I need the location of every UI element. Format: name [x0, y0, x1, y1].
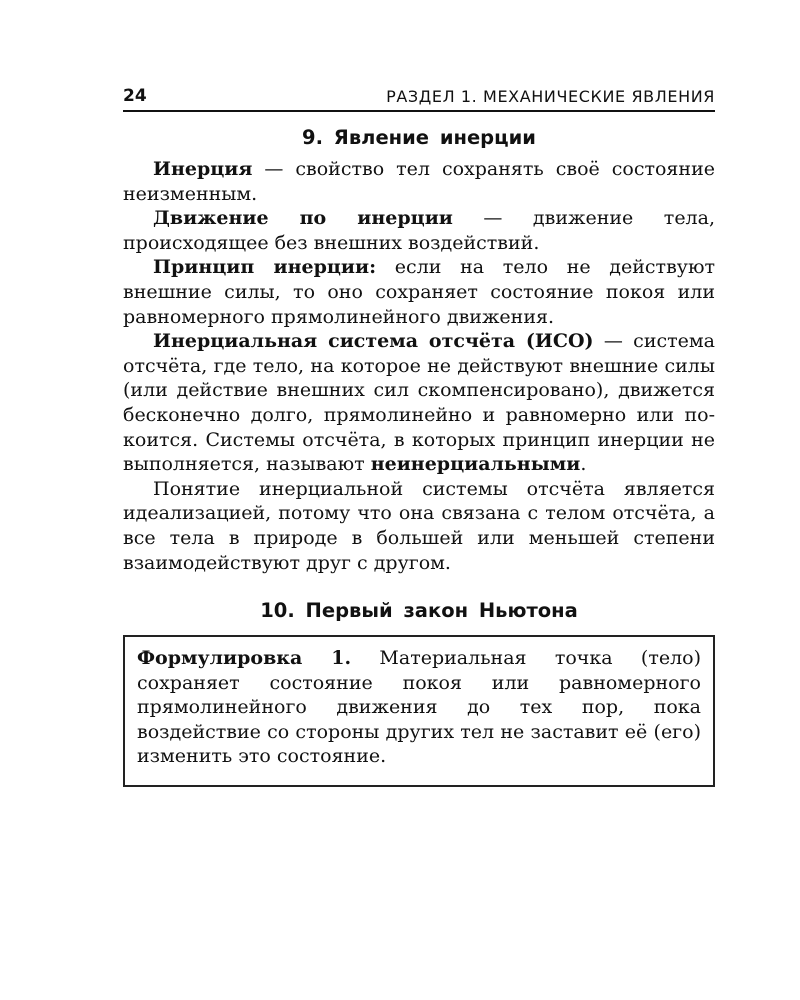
page-number: 24 — [123, 86, 147, 106]
definition-inertia: Инерция — свойство тел сохранять своё состояние неизменным. — [123, 158, 715, 205]
running-head: РАЗДЕЛ 1. МЕХАНИЧЕСКИЕ ЯВЛЕНИЯ — [386, 87, 715, 106]
page-header — [123, 84, 715, 112]
term-noninertial: неинерциальными — [370, 453, 581, 476]
term-inertia-principle: Принцип инерции: — [153, 256, 377, 279]
book-page — [123, 84, 715, 787]
definition-inertial-frame: Инерциальная система отсчёта (ИСО) — система отсчёта, где тело, на которое не действуют внешние силы (или действие внешних сил скомпенсировано), движется бесконечно долго, прямолинейно и равномерно или покоится. Системы отсчёта, в которых принцип инерции не выполняется, называют неинерциальными. — [123, 330, 715, 476]
formulation-1: Формулировка 1. Материальная точка (тело) сохраняет состояние покоя или равномерного прямолинейного движения до тех пор, пока воздействие со стороны других тел не заставит её (его) изменить это состояние. — [137, 647, 702, 768]
term-inertial-motion: Движение по инерции — [153, 207, 453, 230]
term-inertia: Инерция — [153, 158, 253, 180]
section-9-body — [123, 157, 715, 575]
term-inertial-frame: Инерциальная система отсчёта (ИСО) — [153, 330, 594, 353]
paragraph-idealization: Понятие инерциальной системы отсчёта является идеализацией, потому что она связана с телом отсчёта, а все тела в природе в большей или меньшей степени взаимодействуют друг с другом. — [123, 477, 715, 574]
section-9-title: 9. Явление инерции — [302, 126, 536, 149]
definition-inertia-principle: Принцип инерции: если на тело не действуют внешние силы, то оно сохраняет состояние покоя или равномерного прямолинейного движения. — [123, 256, 715, 328]
definition-inertial-motion: Движение по инерции — движение тела, происходящее без внешних воздействий. — [123, 207, 715, 254]
section-10-title: 10. Первый закон Ньютона — [260, 599, 578, 623]
term-formulation-1: Формулировка 1. — [137, 647, 352, 670]
newton-first-law-box — [123, 635, 715, 787]
